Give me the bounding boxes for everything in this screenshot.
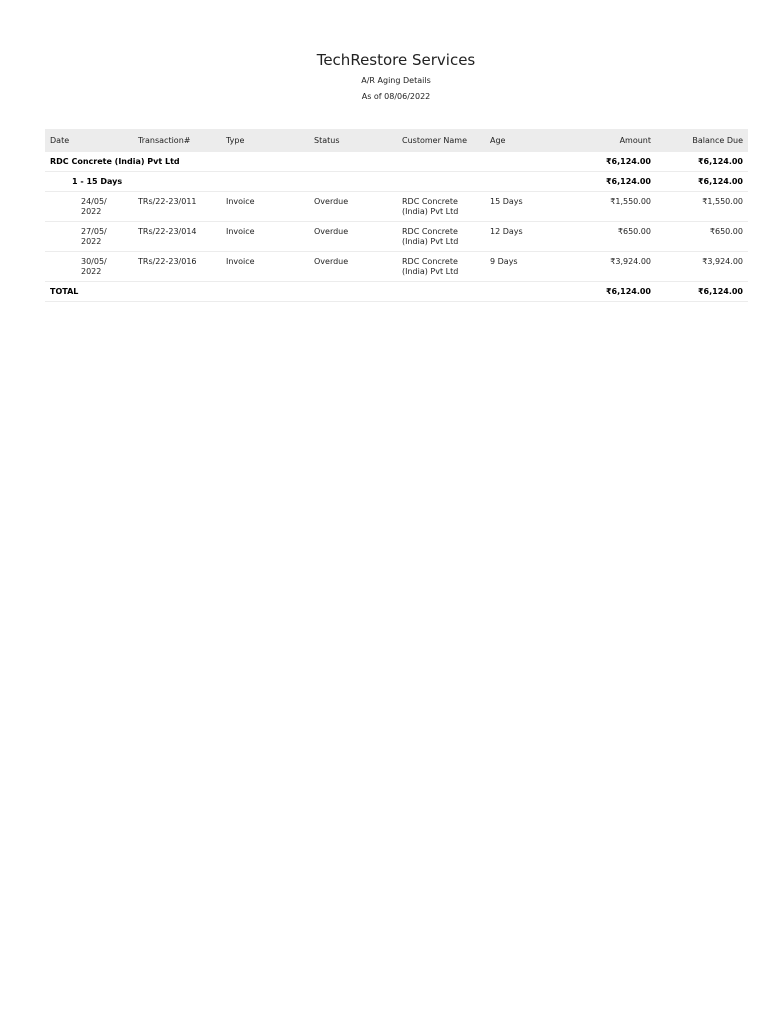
aging-details-table (45, 129, 748, 302)
row-type: Invoice (221, 192, 309, 222)
column-header-date[interactable]: Date (45, 129, 133, 152)
row-customer[interactable]: RDC Concrete (India) Pvt Ltd (397, 192, 485, 222)
table-row (45, 192, 748, 222)
age-bucket-row (45, 172, 748, 192)
total-label: TOTAL (45, 282, 555, 302)
report-title: A/R Aging Details (361, 76, 431, 85)
row-transaction-link[interactable]: TRs/22-23/011 (133, 192, 221, 222)
table-row (45, 222, 748, 252)
report-header (0, 50, 768, 102)
company-name: TechRestore Services (316, 51, 476, 69)
row-type: Invoice (221, 222, 309, 252)
column-header-age[interactable]: Age (485, 129, 555, 152)
row-status: Overdue (309, 252, 397, 282)
table-header-row (45, 129, 748, 152)
row-date: 27/05/2022 (45, 222, 133, 252)
column-header-balance[interactable]: Balance Due (656, 129, 748, 152)
column-header-status[interactable]: Status (309, 129, 397, 152)
row-customer[interactable]: RDC Concrete (India) Pvt Ltd (397, 222, 485, 252)
row-age: 15 Days (485, 192, 555, 222)
row-amount: ₹3,924.00 (555, 252, 656, 282)
report-as-of-date: As of 08/06/2022 (361, 92, 431, 101)
row-transaction-link[interactable]: TRs/22-23/014 (133, 222, 221, 252)
row-date: 24/05/2022 (45, 192, 133, 222)
total-row (45, 282, 748, 302)
customer-group-amount: ₹6,124.00 (555, 152, 656, 172)
total-amount: ₹6,124.00 (555, 282, 656, 302)
column-header-type[interactable]: Type (221, 129, 309, 152)
row-status: Overdue (309, 222, 397, 252)
row-age: 12 Days (485, 222, 555, 252)
row-balance: ₹1,550.00 (656, 192, 748, 222)
row-balance: ₹3,924.00 (656, 252, 748, 282)
row-transaction-link[interactable]: TRs/22-23/016 (133, 252, 221, 282)
row-age: 9 Days (485, 252, 555, 282)
column-header-transaction[interactable]: Transaction# (133, 129, 221, 152)
column-header-customer[interactable]: Customer Name (397, 129, 485, 152)
row-date: 30/05/2022 (45, 252, 133, 282)
table-row (45, 252, 748, 282)
customer-group-row (45, 152, 748, 172)
total-balance: ₹6,124.00 (656, 282, 748, 302)
row-amount: ₹1,550.00 (555, 192, 656, 222)
row-amount: ₹650.00 (555, 222, 656, 252)
column-header-amount[interactable]: Amount (555, 129, 656, 152)
age-bucket-amount: ₹6,124.00 (555, 172, 656, 192)
customer-group-balance: ₹6,124.00 (656, 152, 748, 172)
age-bucket-balance: ₹6,124.00 (656, 172, 748, 192)
age-bucket-name: 1 - 15 Days (45, 172, 555, 192)
row-customer[interactable]: RDC Concrete (India) Pvt Ltd (397, 252, 485, 282)
row-balance: ₹650.00 (656, 222, 748, 252)
customer-group-name[interactable]: RDC Concrete (India) Pvt Ltd (45, 152, 555, 172)
row-status: Overdue (309, 192, 397, 222)
row-type: Invoice (221, 252, 309, 282)
